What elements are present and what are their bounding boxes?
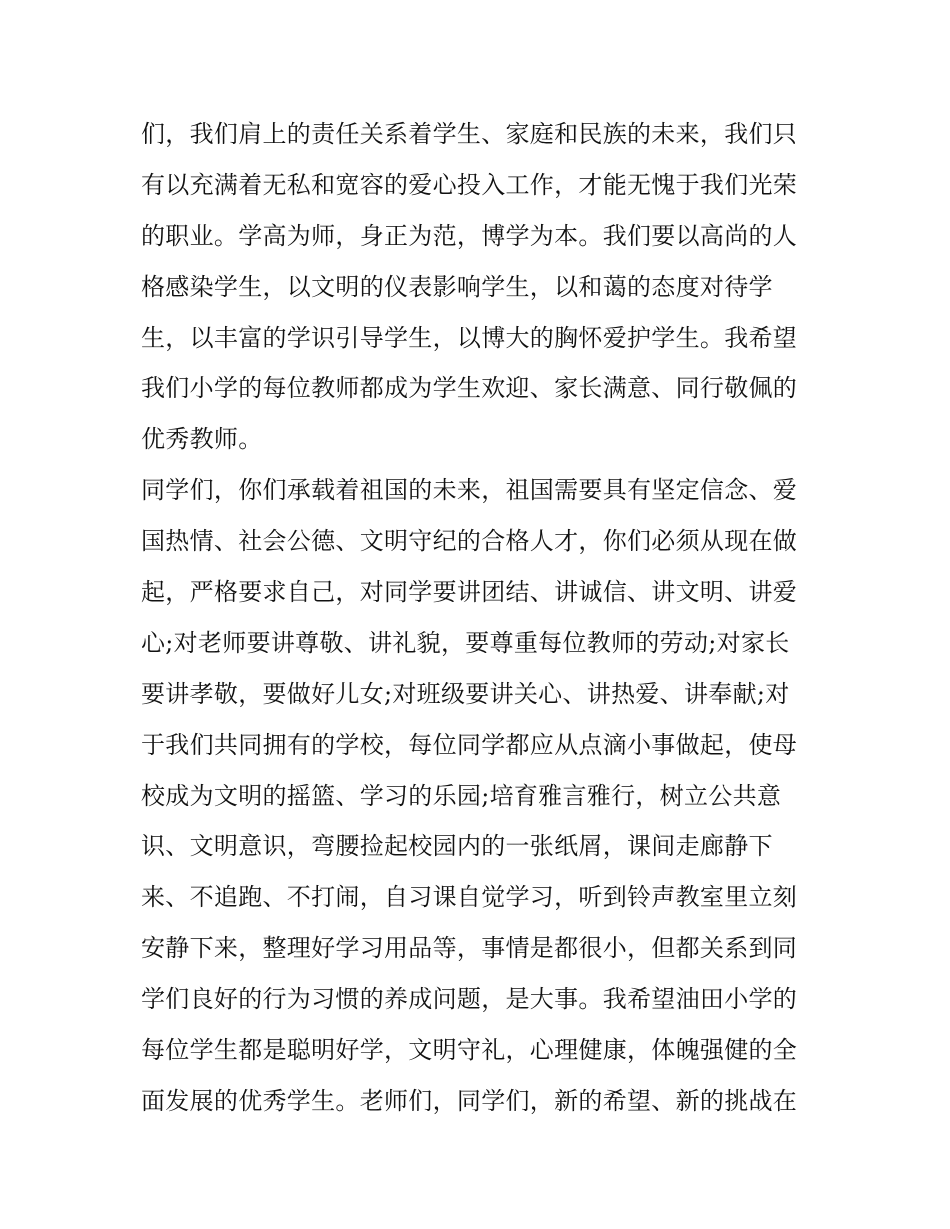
body-text bbox=[141, 109, 821, 1127]
text-line: 校成为文明的摇篮、学习的乐园;培育雅言雅行，树立公共意 bbox=[141, 781, 782, 810]
text-line: 来、不追跑、不打闹，自习课自觉学习，听到铃声教室里立刻 bbox=[141, 883, 798, 912]
text-line: 优秀教师。 bbox=[141, 425, 263, 454]
text-line: 每位学生都是聪明好学，文明守礼，心理健康，体魄强健的全 bbox=[141, 1036, 798, 1065]
text-line: 起，严格要求自己，对同学要讲团结、讲诚信、讲文明、讲爱 bbox=[141, 578, 798, 607]
text-line: 国热情、社会公德、文明守纪的合格人才，你们必须从现在做 bbox=[141, 527, 798, 556]
text-line: 要讲孝敬，要做好儿女;对班级要讲关心、讲热爱、讲奉献;对 bbox=[141, 679, 790, 708]
text-line: 安静下来，整理好学习用品等，事情是都很小，但都关系到同 bbox=[141, 934, 798, 963]
text-line: 学们良好的行为习惯的养成问题，是大事。我希望油田小学的 bbox=[141, 985, 798, 1014]
text-line: 们，我们肩上的责任关系着学生、家庭和民族的未来，我们只 bbox=[141, 120, 798, 148]
text-line: 同学们，你们承载着祖国的未来，祖国需要具有坚定信念、爱 bbox=[141, 476, 798, 505]
text-line: 识、文明意识，弯腰捡起校园内的一张纸屑，课间走廊静下 bbox=[141, 832, 773, 861]
text-line: 生，以丰富的学识引导学生，以博大的胸怀爱护学生。我希望 bbox=[141, 323, 798, 352]
text-line: 心;对老师要讲尊敬、讲礼貌，要尊重每位教师的劳动;对家长 bbox=[141, 628, 790, 657]
text-line: 的职业。学高为师，身正为范，博学为本。我们要以高尚的人 bbox=[141, 221, 798, 250]
text-line: 我们小学的每位教师都成为学生欢迎、家长满意、同行敬佩的 bbox=[141, 374, 798, 403]
text-line: 于我们共同拥有的学校，每位同学都应从点滴小事做起，使母 bbox=[141, 730, 798, 759]
text-line: 格感染学生，以文明的仪表影响学生，以和蔼的态度对待学 bbox=[141, 272, 773, 301]
text-line: 有以充满着无私和宽容的爱心投入工作，才能无愧于我们光荣 bbox=[141, 170, 798, 199]
text-line: 面发展的优秀学生。老师们，同学们，新的希望、新的挑战在 bbox=[141, 1086, 798, 1115]
